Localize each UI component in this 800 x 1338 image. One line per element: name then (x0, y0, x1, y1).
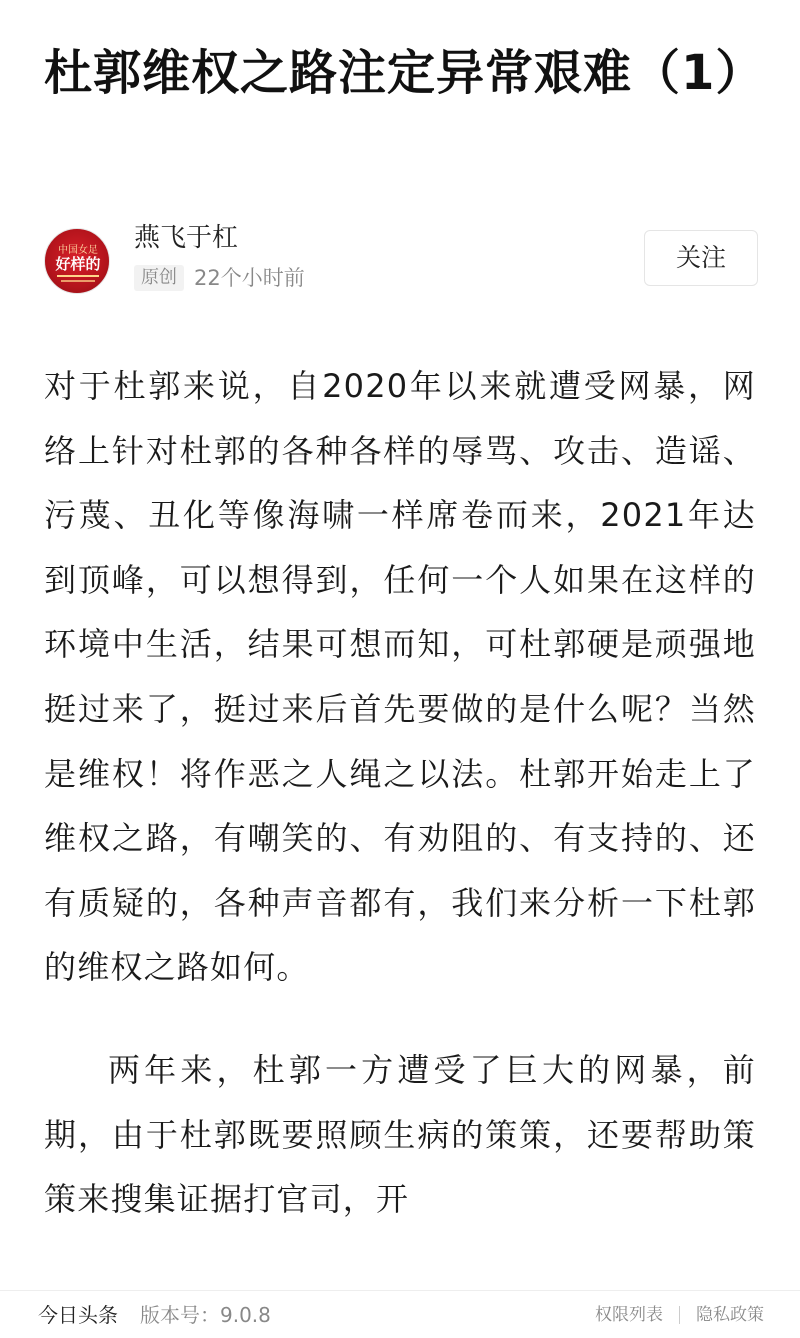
article-title: 杜郭维权之路注定异常艰难（1） (44, 45, 765, 101)
footer-brand: 今日头条 (38, 1303, 118, 1327)
author-name[interactable]: 燕飞于杠 (134, 223, 239, 253)
svg-text:好样的: 好样的 (55, 255, 101, 273)
footer-divider (679, 1306, 680, 1324)
publish-time: 22个小时前 (194, 266, 305, 290)
original-badge: 原创 (134, 265, 184, 291)
privacy-policy-link[interactable]: 隐私政策 (696, 1305, 764, 1325)
author-avatar[interactable] (44, 228, 110, 294)
article-meta (134, 264, 305, 292)
permissions-link[interactable]: 权限列表 (595, 1305, 663, 1325)
article-body (44, 354, 756, 1232)
author-info (44, 218, 758, 298)
app-version: 版本号：9.0.8 (140, 1303, 271, 1327)
follow-button[interactable]: 关注 (644, 230, 758, 286)
svg-text:中国女足: 中国女足 (58, 245, 98, 256)
article-paragraph-2: 两年来，杜郭一方遭受了巨大的网暴，前期，由于杜郭既要照顾生病的策策，还要帮助策策来搜集证据打官司，开 (44, 1050, 756, 1219)
footer-links (595, 1301, 764, 1329)
article-paragraph-1: 对于杜郭来说，自2020年以来就遭受网暴，网络上针对杜郭的各种各样的辱骂、攻击、造谣、污蔑、丑化等像海啸一样席卷而来，2021年达到顶峰，可以想得到，任何一个人如果在这样的环境中生活，结果可想而知，可杜郭硬是顽强地挺过来了，挺过来后首先要做的是什么呢？当然是维权！将作恶之人绳之以法。杜郭开始走上了维权之路，有嘲笑的、有劝阻的、有支持的、还有质疑的，各种声音都有，我们来分析一下杜郭的维权之路如何。 (44, 367, 756, 987)
footer-bar (0, 1290, 800, 1338)
avatar-logo-icon (45, 229, 110, 294)
